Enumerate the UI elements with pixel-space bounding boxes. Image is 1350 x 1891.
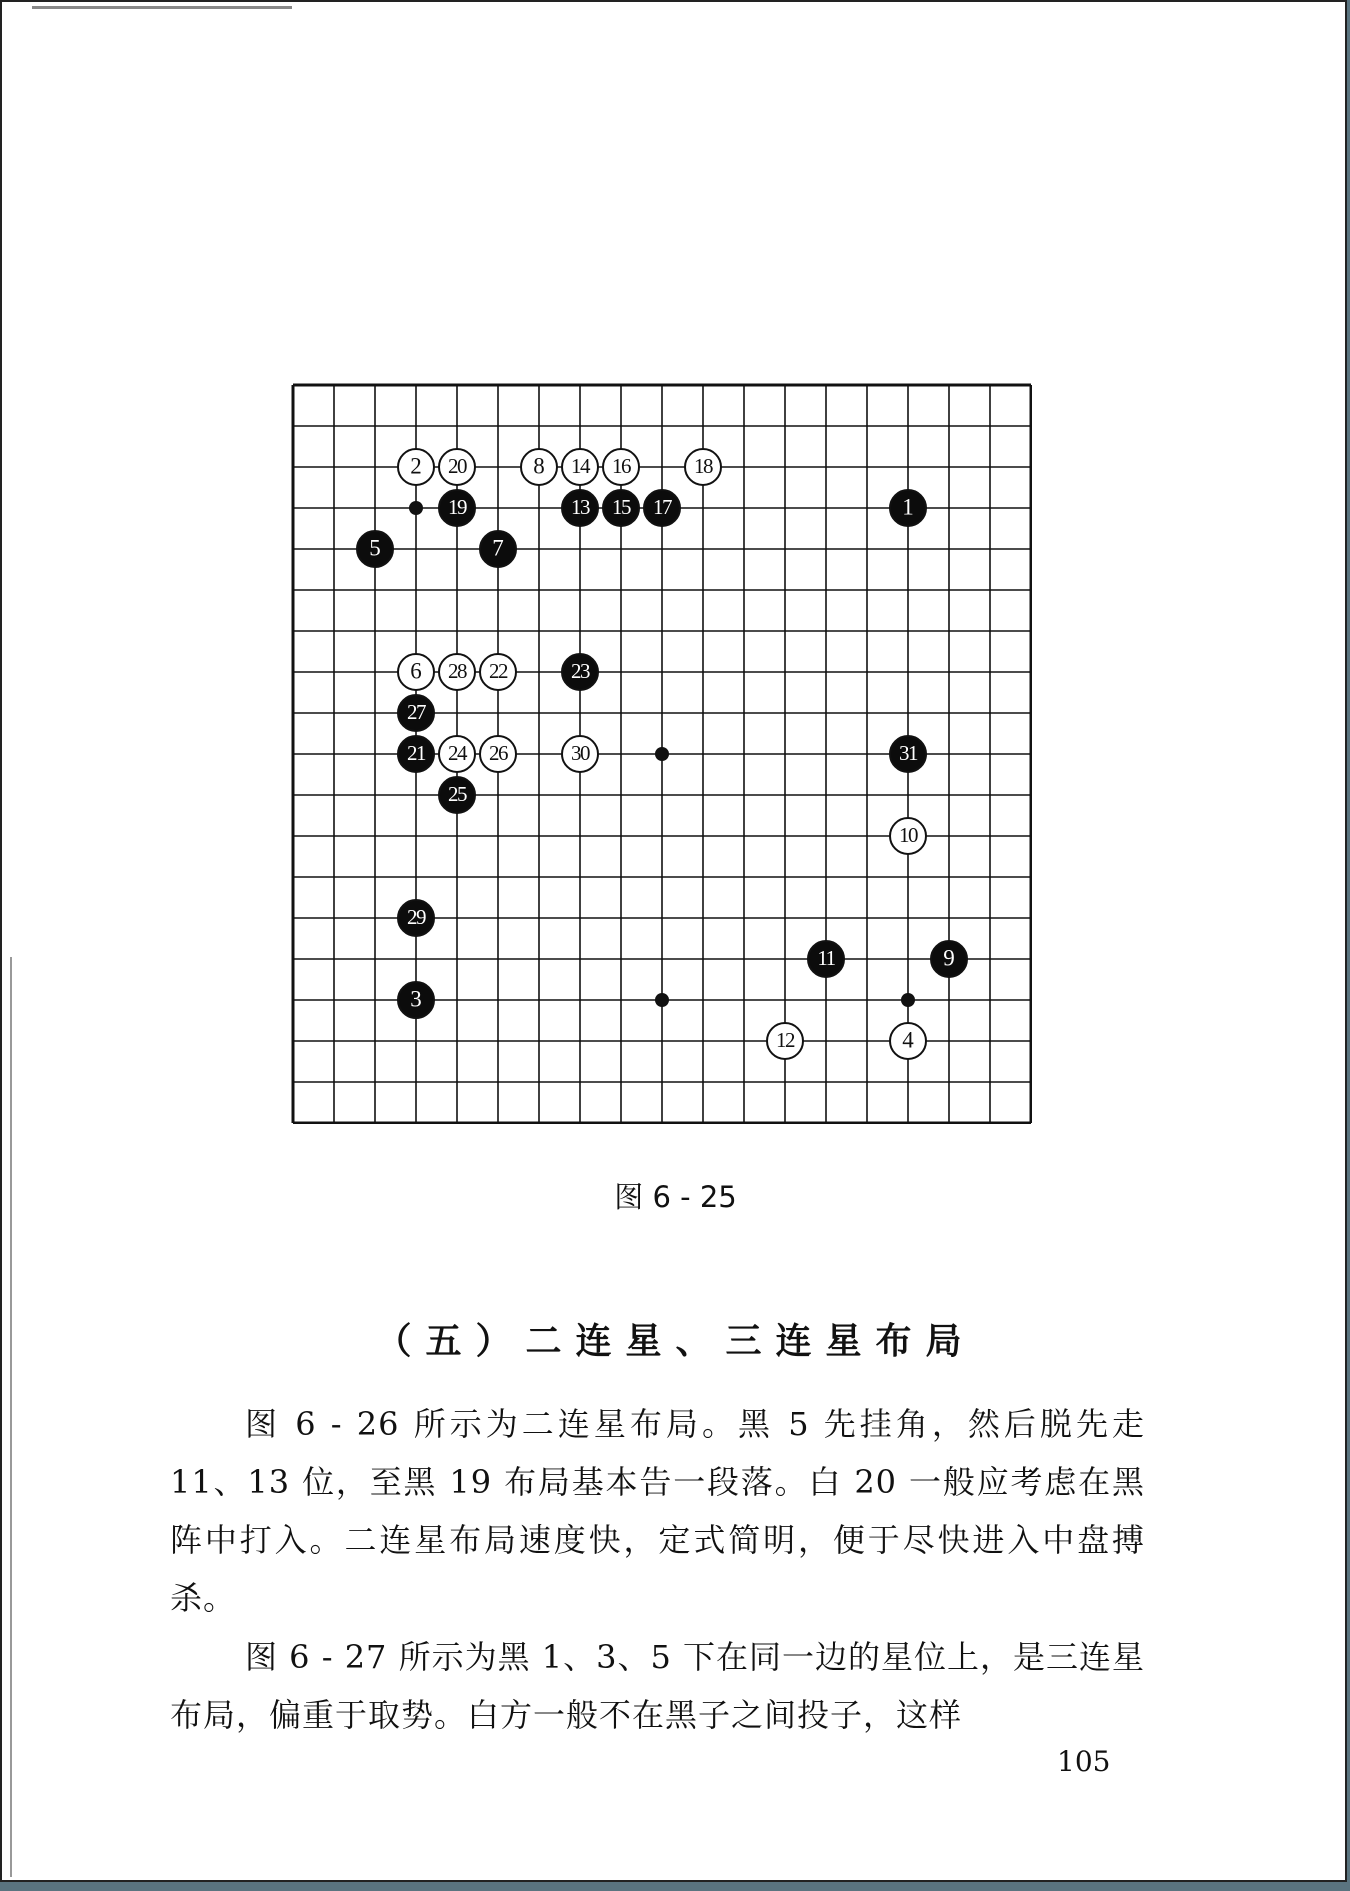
black-stone: [603, 490, 639, 526]
move-number-label: 28: [448, 658, 466, 683]
white-stone: [398, 654, 434, 690]
move-number-label: 29: [407, 904, 425, 929]
move-number-label: 12: [776, 1027, 794, 1052]
white-stone: [890, 1023, 926, 1059]
move-number-label: 6: [410, 658, 422, 684]
white-stone: [767, 1023, 803, 1059]
move-number-label: 30: [571, 740, 589, 765]
move-number-label: 11: [817, 945, 835, 970]
white-stone: [603, 449, 639, 485]
white-stone: [685, 449, 721, 485]
star-point: [409, 501, 423, 515]
move-number-label: 17: [653, 494, 671, 519]
move-number-label: 7: [492, 535, 504, 561]
star-point: [901, 993, 915, 1007]
body-paragraph-1: 图 6 - 26 所示为二连星布局。黑 5 先挂角，然后脱先走 11、13 位，至黑 19 布局基本告一段落。白 20 一般应考虑在黑阵中打入。二连星布局速度快，定式简明，便于尽快进入中盘搏杀。: [170, 1405, 1145, 1617]
move-number-label: 27: [407, 699, 425, 724]
figure-caption: 图 6 - 25: [614, 1180, 737, 1214]
white-stone: [439, 736, 475, 772]
black-stone: [890, 490, 926, 526]
move-number-label: 3: [410, 986, 422, 1012]
section-heading: （五）二连星、三连星布局: [375, 1320, 976, 1362]
black-stone: [398, 736, 434, 772]
move-number-label: 14: [571, 453, 589, 478]
top-edge-rule: [32, 6, 292, 9]
black-stone: [439, 490, 475, 526]
left-edge-rule: [10, 957, 12, 1877]
white-stone: [439, 449, 475, 485]
star-point: [655, 993, 669, 1007]
move-number-label: 18: [694, 453, 712, 478]
move-number-label: 26: [489, 740, 507, 765]
move-number-label: 1: [902, 494, 914, 520]
page-number: 105: [1057, 1745, 1111, 1778]
move-number-label: 23: [571, 658, 589, 683]
move-number-label: 31: [899, 740, 917, 765]
go-board-diagram: [290, 382, 1032, 1124]
move-number-label: 9: [943, 945, 955, 971]
black-stone: [562, 490, 598, 526]
move-number-label: 2: [410, 453, 422, 479]
move-number-label: 15: [612, 494, 630, 519]
move-number-label: 5: [369, 535, 381, 561]
black-stone: [480, 531, 516, 567]
black-stone: [644, 490, 680, 526]
white-stone: [562, 449, 598, 485]
white-stone: [890, 818, 926, 854]
black-stone: [398, 982, 434, 1018]
move-number-label: 25: [448, 781, 466, 806]
star-point: [655, 747, 669, 761]
move-number-label: 8: [533, 453, 545, 479]
black-stone: [808, 941, 844, 977]
move-number-label: 20: [448, 453, 466, 478]
white-stone: [521, 449, 557, 485]
move-number-label: 19: [448, 494, 466, 519]
move-number-label: 21: [407, 740, 425, 765]
black-stone: [439, 777, 475, 813]
black-stone: [931, 941, 967, 977]
white-stone: [439, 654, 475, 690]
white-stone: [562, 736, 598, 772]
black-stone: [357, 531, 393, 567]
move-number-label: 10: [899, 822, 917, 847]
move-number-label: 24: [448, 740, 466, 765]
white-stone: [480, 654, 516, 690]
move-number-label: 22: [489, 658, 507, 683]
move-number-label: 4: [902, 1027, 914, 1053]
white-stone: [480, 736, 516, 772]
move-number-label: 16: [612, 453, 630, 478]
black-stone: [398, 900, 434, 936]
move-number-label: 13: [571, 494, 589, 519]
white-stone: [398, 449, 434, 485]
black-stone: [562, 654, 598, 690]
black-stone: [398, 695, 434, 731]
black-stone: [890, 736, 926, 772]
body-paragraph-2: 图 6 - 27 所示为黑 1、3、5 下在同一边的星位上，是三连星布局，偏重于取势。白方一般不在黑子之间投子，这样: [170, 1638, 1146, 1734]
